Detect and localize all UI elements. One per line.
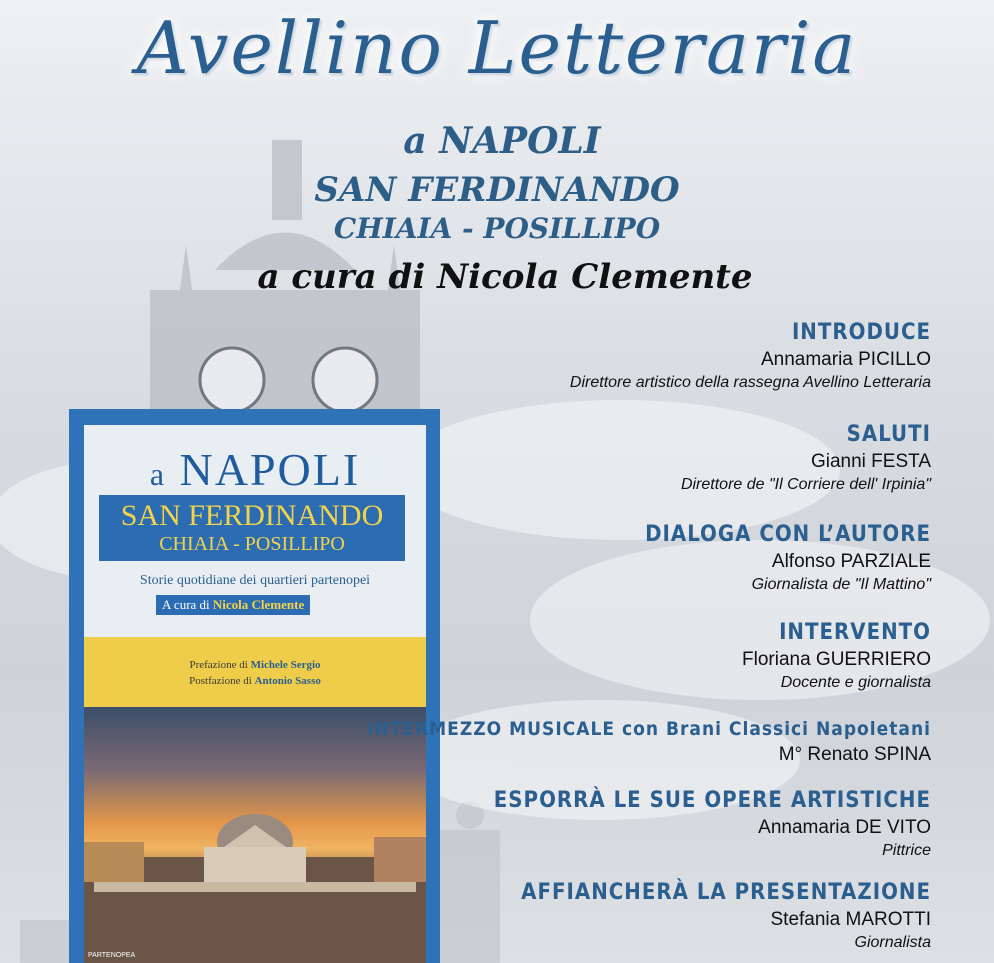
- program-role: INTERVENTO: [779, 620, 931, 645]
- program-person: Gianni FESTA: [810, 451, 931, 472]
- program-description: Direttore de "Il Corriere dell' Irpinia": [680, 476, 931, 493]
- subtitle-district: SAN FERDINANDO: [314, 170, 680, 210]
- program-role: ESPORRÀ LE SUE OPERE ARTISTICHE: [493, 788, 931, 813]
- program-description: Pittrice: [882, 842, 931, 859]
- curator-line: a cura di Nicola Clemente: [257, 257, 753, 297]
- program-person: Stefania MAROTTI: [770, 909, 931, 930]
- program-person: Annamaria DE VITO: [758, 817, 931, 838]
- book-band-subtitle: CHIAIA - POSILLIPO: [159, 533, 345, 555]
- program-person: Alfonso PARZIALE: [771, 551, 931, 572]
- program-role: SALUTI: [846, 422, 931, 447]
- book-subtitle: Storie quotidiane dei quartieri partenopei: [139, 573, 371, 588]
- program-dialoga: [645, 522, 931, 594]
- book-title: a NAPOLI: [149, 444, 361, 495]
- program-role: INTRODUCE: [791, 320, 931, 345]
- program-description: Docente e giornalista: [780, 674, 931, 691]
- program-person: Annamaria PICILLO: [760, 349, 931, 370]
- book-title-band: [99, 495, 405, 561]
- book-postface: Postfazione di Antonio Sasso: [189, 675, 321, 687]
- program-role: AFFIANCHERÀ LA PRESENTAZIONE: [521, 880, 931, 905]
- program-saluti: [681, 422, 931, 494]
- book-publisher: PARTENOPEA: [88, 952, 136, 959]
- program-description: Giornalista: [854, 934, 931, 951]
- book-band-title: SAN FERDINANDO: [120, 499, 384, 532]
- program-intermezzo: [367, 718, 931, 766]
- book-cover: [69, 409, 440, 963]
- subtitle-city: a NAPOLI: [403, 120, 601, 162]
- program-person: Floriana GUERRIERO: [742, 649, 931, 670]
- book-preface: Prefazione di Michele Sergio: [189, 659, 321, 671]
- program-esporra: [494, 788, 931, 860]
- program-intervento: [742, 620, 931, 692]
- book-yellow-band: [84, 637, 426, 707]
- program-affianchera: [521, 880, 931, 952]
- event-title: Avellino Letteraria: [136, 6, 858, 90]
- program-role: INTERMEZZO MUSICALE con Brani Classici Napoletani: [366, 718, 931, 740]
- program-introduce: [570, 320, 931, 392]
- program-role: DIALOGA CON L’AUTORE: [645, 522, 931, 547]
- book-curator: A cura di Nicola Clemente: [156, 595, 310, 615]
- program-description: Giornalista de "Il Mattino": [751, 576, 931, 593]
- program-person: M° Renato SPINA: [778, 744, 931, 765]
- subtitle-neighborhoods: CHIAIA - POSILLIPO: [333, 212, 661, 245]
- program-description: Direttore artistico della rassegna Avellino Letteraria: [569, 374, 931, 391]
